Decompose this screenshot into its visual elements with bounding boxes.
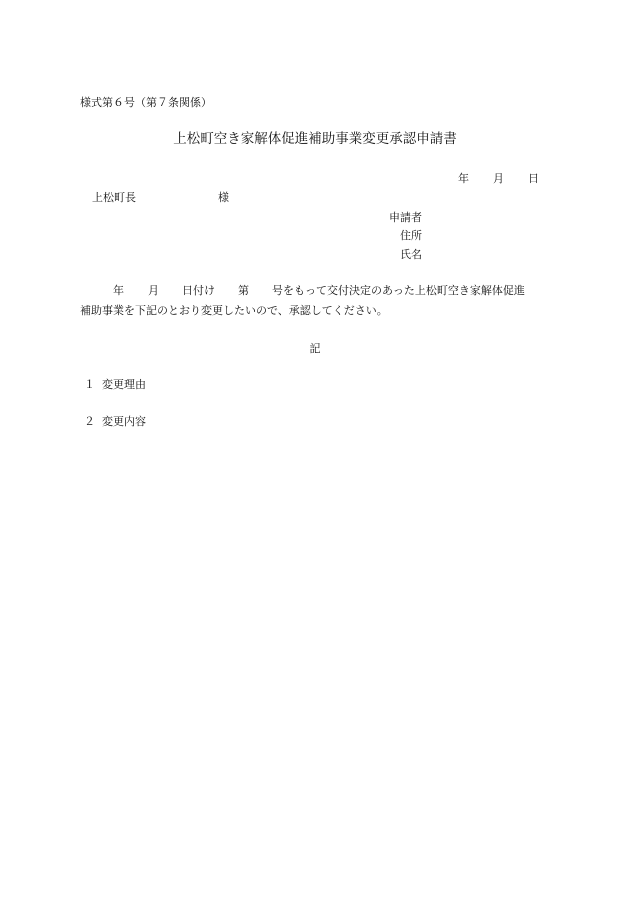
date-year-label: 年 [458, 172, 469, 185]
list-item [84, 379, 146, 390]
date-month-label: 月 [493, 172, 504, 185]
item-label: 変更内容 [102, 415, 146, 428]
address-label: 住所 [400, 229, 422, 242]
honorific: 様 [218, 191, 229, 204]
body-day-label: 日付け [182, 284, 215, 297]
addressee: 上松町長 [92, 191, 136, 204]
form-number: 様式第６号（第７条関係） [80, 96, 212, 109]
list-item [84, 416, 146, 427]
item-label: 変更理由 [102, 378, 146, 391]
body-month-label: 月 [148, 284, 159, 297]
document-title: 上松町空き家解体促進補助事業変更承認申請書 [173, 131, 457, 147]
item-number: １ [84, 378, 95, 391]
name-label: 氏名 [400, 248, 422, 261]
date-line [458, 173, 539, 184]
date-day-label: 日 [528, 172, 539, 185]
body-line1-text: 号をもって交付決定のあった上松町空き家解体促進 [272, 284, 525, 297]
applicant-label: 申請者 [389, 211, 422, 224]
body-dai-label: 第 [238, 284, 249, 297]
body-line-2: 補助事業を下記のとおり変更したいので、承認してください。 [80, 304, 388, 317]
body-year-label: 年 [113, 284, 124, 297]
item-number: ２ [84, 415, 95, 428]
body-line-1 [80, 285, 525, 296]
ki-heading: 記 [309, 342, 321, 355]
